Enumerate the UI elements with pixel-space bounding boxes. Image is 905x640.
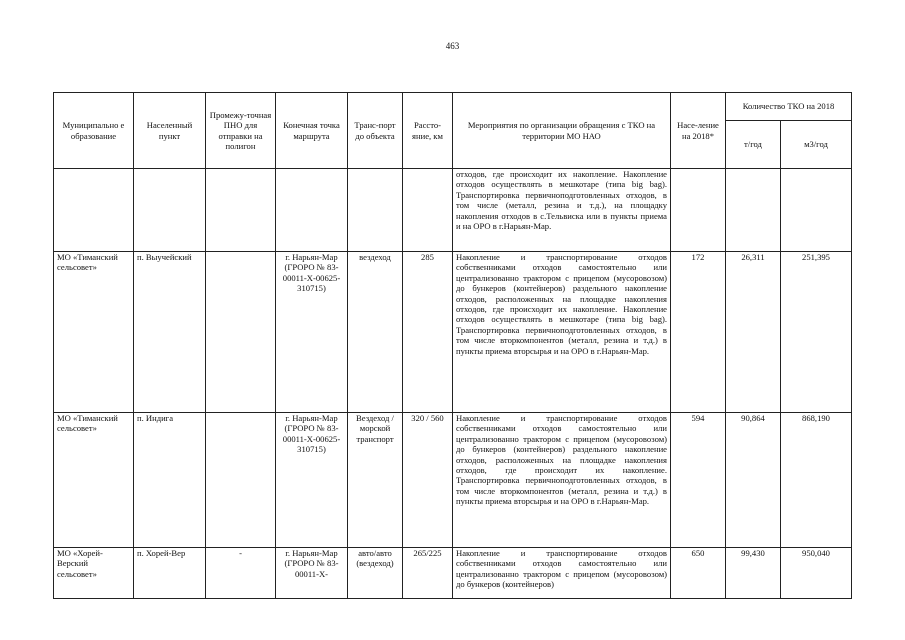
- waste-management-table: [53, 92, 852, 599]
- cell-tons: 90,864: [726, 413, 781, 548]
- header-row: [54, 93, 852, 121]
- header-tons: т/год: [726, 121, 781, 169]
- cell-municipality: МО «Тиманский сельсовет»: [54, 252, 134, 413]
- cell-interim: -: [206, 548, 276, 599]
- cell-measures: отходов, где происходит их накопление. Накопление отходов осуществлять в мешкотаре (типа big bag). Транспортировка первичноподготовленных отходов, в том числе (металл, резина и т.д.), на площадку накопления отходов в с.Тельвиска или в пункты приема и на ОРО в г.Нарьян-Мар.: [453, 169, 671, 252]
- table-row: [54, 169, 852, 252]
- cell-route-end: [276, 548, 348, 599]
- header-population: Насе-ление на 2018*: [671, 93, 726, 169]
- cell-transport: [348, 169, 403, 252]
- cell-measures-text: Накопление и транспортирование отходов собственниками отходов самостоятельно или централизованно трактором с прицепом (мусоровозом) до бункеров (контейнеров): [456, 548, 667, 590]
- header-distance: Рассто-яние, км: [403, 93, 453, 169]
- cell-transport: Вездеход / морской транспорт: [348, 413, 403, 548]
- cell-settlement: [134, 169, 206, 252]
- table-row: [54, 548, 852, 599]
- cell-transport: вездеход: [348, 252, 403, 413]
- cell-municipality: МО «Тиманский сельсовет»: [54, 413, 134, 548]
- header-measures: Мероприятия по организации обращения с ТКО на территории МО НАО: [453, 93, 671, 169]
- cell-m3: 868,190: [781, 413, 852, 548]
- table-row: [54, 413, 852, 548]
- cell-tons: [726, 169, 781, 252]
- cell-route-end-text: г. Нарьян-Мар (ГРОРО № 83-00011-Х-: [284, 548, 339, 579]
- cell-interim: [206, 413, 276, 548]
- header-municipality: Муниципально е образование: [54, 93, 134, 169]
- header-waste-group: Количество ТКО на 2018: [726, 93, 852, 121]
- cell-m3: 251,395: [781, 252, 852, 413]
- cell-route-end: [276, 169, 348, 252]
- header-transport: Транс-порт до объекта: [348, 93, 403, 169]
- cell-tons: 26,311: [726, 252, 781, 413]
- cell-population: 594: [671, 413, 726, 548]
- cell-distance: 285: [403, 252, 453, 413]
- cell-m3: 950,040: [781, 548, 852, 599]
- cell-settlement: п. Выучейский: [134, 252, 206, 413]
- table-row: [54, 252, 852, 413]
- cell-interim: [206, 252, 276, 413]
- header-route-end: Конечная точка маршрута: [276, 93, 348, 169]
- cell-settlement: п. Индига: [134, 413, 206, 548]
- cell-m3: [781, 169, 852, 252]
- header-interim-point: Промежу-точная ПНО для отправки на полигон: [206, 93, 276, 169]
- cell-municipality-text: МО «Хорей-Верский сельсовет»: [57, 548, 103, 579]
- cell-measures: Накопление и транспортирование отходов собственниками отходов самостоятельно или централизованно трактором с прицепом (мусоровозом) до бункеров (контейнеров) раздельного накопление отходов, расположенных на площадке накопления отходов, где происходит их накопление. Накопление отходов осуществлять в мешкотаре (типа big bag). Транспортировка первичноподготовленных отходов, в том числе вторкомпонентов (металл, резина и т.д.) в пункты приема вторсырья и на ОРО в г.Нарьян-Мар.: [453, 252, 671, 413]
- cell-population: 650: [671, 548, 726, 599]
- cell-distance: 265/225: [403, 548, 453, 599]
- cell-distance: 320 / 560: [403, 413, 453, 548]
- cell-population: [671, 169, 726, 252]
- page-number: 463: [445, 41, 460, 51]
- cell-route-end: г. Нарьян-Мар (ГРОРО № 83-00011-Х-00625-310715): [276, 413, 348, 548]
- cell-interim: [206, 169, 276, 252]
- cell-transport: авто/авто (вездеход): [348, 548, 403, 599]
- header-settlement: Населенный пункт: [134, 93, 206, 169]
- header-m3: м3/год: [781, 121, 852, 169]
- cell-population: 172: [671, 252, 726, 413]
- cell-municipality: [54, 548, 134, 599]
- cell-distance: [403, 169, 453, 252]
- cell-measures: Накопление и транспортирование отходов собственниками отходов самостоятельно или централизованно трактором с прицепом (мусоровозом) до бункеров (контейнеров) раздельного накопление отходов, расположенных на площадке накопления отходов, где происходит их накопление. Транспортировка первичноподготовленных отходов, в том числе вторкомпонентов (металл, резина и т.д.) в пункты приема вторсырья и на ОРО в г.Нарьян-Мар.: [453, 413, 671, 548]
- cell-settlement: п. Хорей-Вер: [134, 548, 206, 599]
- cell-tons: 99,430: [726, 548, 781, 599]
- cell-route-end: г. Нарьян-Мар (ГРОРО № 83-00011-Х-00625-310715): [276, 252, 348, 413]
- cell-measures: [453, 548, 671, 599]
- cell-municipality: [54, 169, 134, 252]
